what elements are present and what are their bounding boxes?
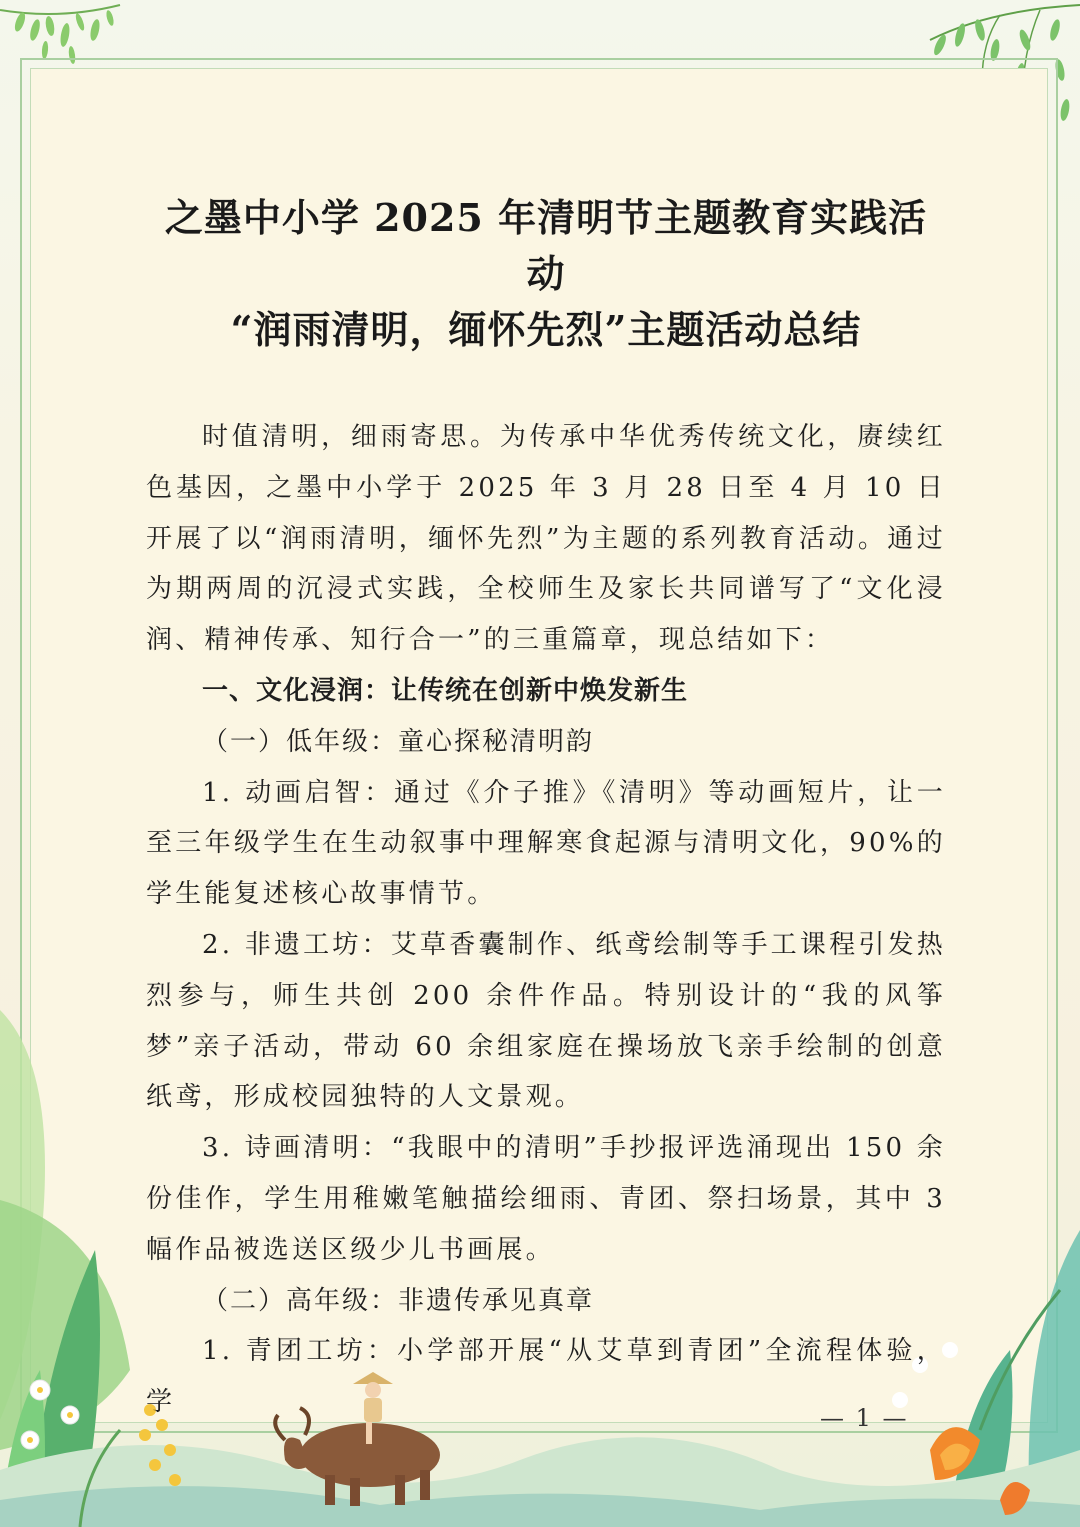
document-body <box>146 190 946 1428</box>
document-title <box>146 190 946 358</box>
item-paragraph-2-1: 1. 青团工坊：小学部开展“从艾草到青团”全流程体验，学 <box>146 1336 946 1418</box>
item-paragraph-1-1: 1. 动画启智：通过《介子推》《清明》等动画短片，让一至三年级学生在生动叙事中理解寒食起源与清明文化，90%的学生能复述核心故事情节。 <box>146 777 946 910</box>
page-number: — 1 — <box>820 1404 909 1432</box>
subsection-heading-2: （二）高年级：非遗传承见真章 <box>202 1285 595 1316</box>
item-paragraph-1-2: 2. 非遗工坊：艾草香囊制作、纸鸢绘制等手工课程引发热烈参与，师生共创 200 余件作品。特别设计的“我的风筝梦”亲子活动，带动 60 余组家庭在操场放飞亲手绘制的创意纸鸢，形成校园独特的人文景观。 <box>146 929 946 1113</box>
title-line-2: “润雨清明，缅怀先烈”主题活动总结 <box>230 307 862 352</box>
title-line-1: 之墨中小学 2025 年清明节主题教育实践活动 <box>164 195 928 296</box>
intro-paragraph: 时值清明，细雨寄思。为传承中华优秀传统文化，赓续红色基因，之墨中小学于 2025 年 3 月 28 日至 4 月 10 日开展了以“润雨清明，缅怀先烈”为主题的系列教育活动。通过为期两周的沉浸式实践，全校师生及家长共同谱写了“文化浸润、精神传承、知行合一”的三重篇章，现总结如下： <box>146 422 946 656</box>
section-heading-1: 一、文化浸润：让传统在创新中焕发新生 <box>202 675 689 706</box>
body-text <box>146 412 946 1428</box>
subsection-heading-1: （一）低年级：童心探秘清明韵 <box>202 726 595 757</box>
item-paragraph-1-3: 3. 诗画清明：“我眼中的清明”手抄报评选涌现出 150 余份佳作，学生用稚嫩笔触描绘细雨、青团、祭扫场景，其中 3 幅作品被选送区级少儿书画展。 <box>146 1133 946 1265</box>
